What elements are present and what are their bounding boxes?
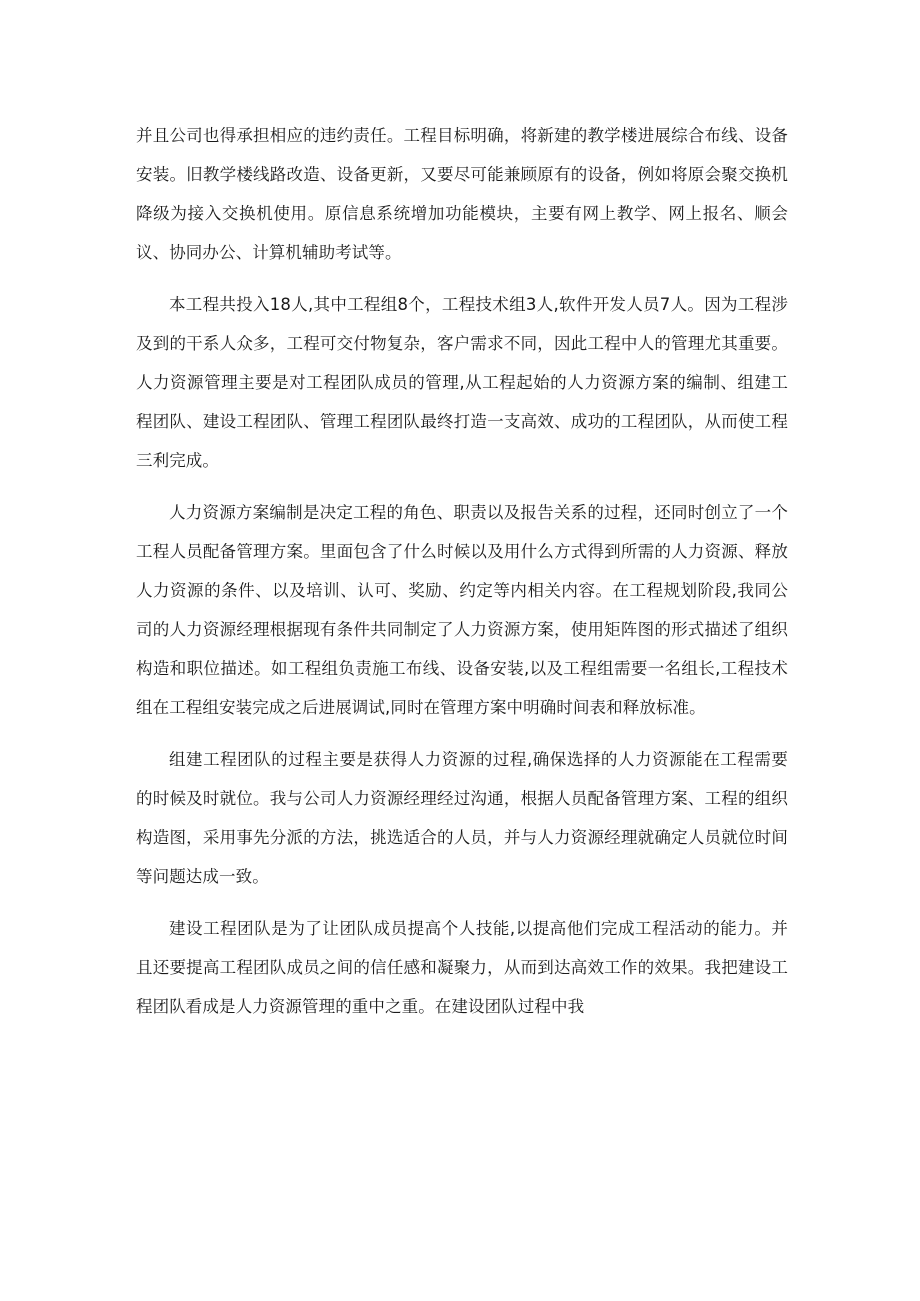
document-body — [136, 116, 788, 1039]
paragraph-2: 本工程共投入18人,其中工程组8个，工程技术组3人,软件开发人员7人。因为工程涉及到的干系人众多，工程可交付物复杂，客户需求不同，因此工程中人的管理尤其重要。人力资源管理主要是对工程团队成员的管理,从工程起始的人力资源方案的编制、组建工程团队、建设工程团队、管理工程团队最终打造一支高效、成功的工程团队，从而使工程三利完成。 — [136, 295, 788, 470]
paragraph-4: 组建工程团队的过程主要是获得人力资源的过程,确保选择的人力资源能在工程需要的时候及时就位。我与公司人力资源经理经过沟通，根据人员配备管理方案、工程的组织构造图，采用事先分派的方法，挑选适合的人员，并与人力资源经理就确定人员就位时间等问题达成一致。 — [136, 750, 788, 886]
paragraph-3: 人力资源方案编制是决定工程的角色、职责以及报告关系的过程，还同时创立了一个工程人员配备管理方案。里面包含了什么时候以及用什么方式得到所需的人力资源、释放人力资源的条件、以及培训、认可、奖励、约定等内相关内容。在工程规划阶段,我同公司的人力资源经理根据现有条件共同制定了人力资源方案，使用矩阵图的形式描述了组织构造和职位描述。如工程组负责施工布线、设备安装,以及工程组需要一名组长,工程技术组在工程组安装完成之后进展调试,同时在管理方案中明确时间表和释放标准。 — [136, 503, 788, 717]
paragraph-5: 建设工程团队是为了让团队成员提高个人技能,以提高他们完成工程活动的能力。并且还要提高工程团队成员之间的信任感和凝聚力，从而到达高效工作的效果。我把建设工程团队看成是人力资源管理的重中之重。在建设团队过程中我 — [136, 919, 788, 1016]
paragraph-1: 并且公司也得承担相应的违约责任。工程目标明确，将新建的教学楼进展综合布线、设备安装。旧教学楼线路改造、设备更新，又要尽可能兼顾原有的设备，例如将原会聚交换机降级为接入交换机使用。原信息系统增加功能模块，主要有网上教学、网上报名、顺会议、协同办公、计算机辅助考试等。 — [136, 126, 788, 262]
